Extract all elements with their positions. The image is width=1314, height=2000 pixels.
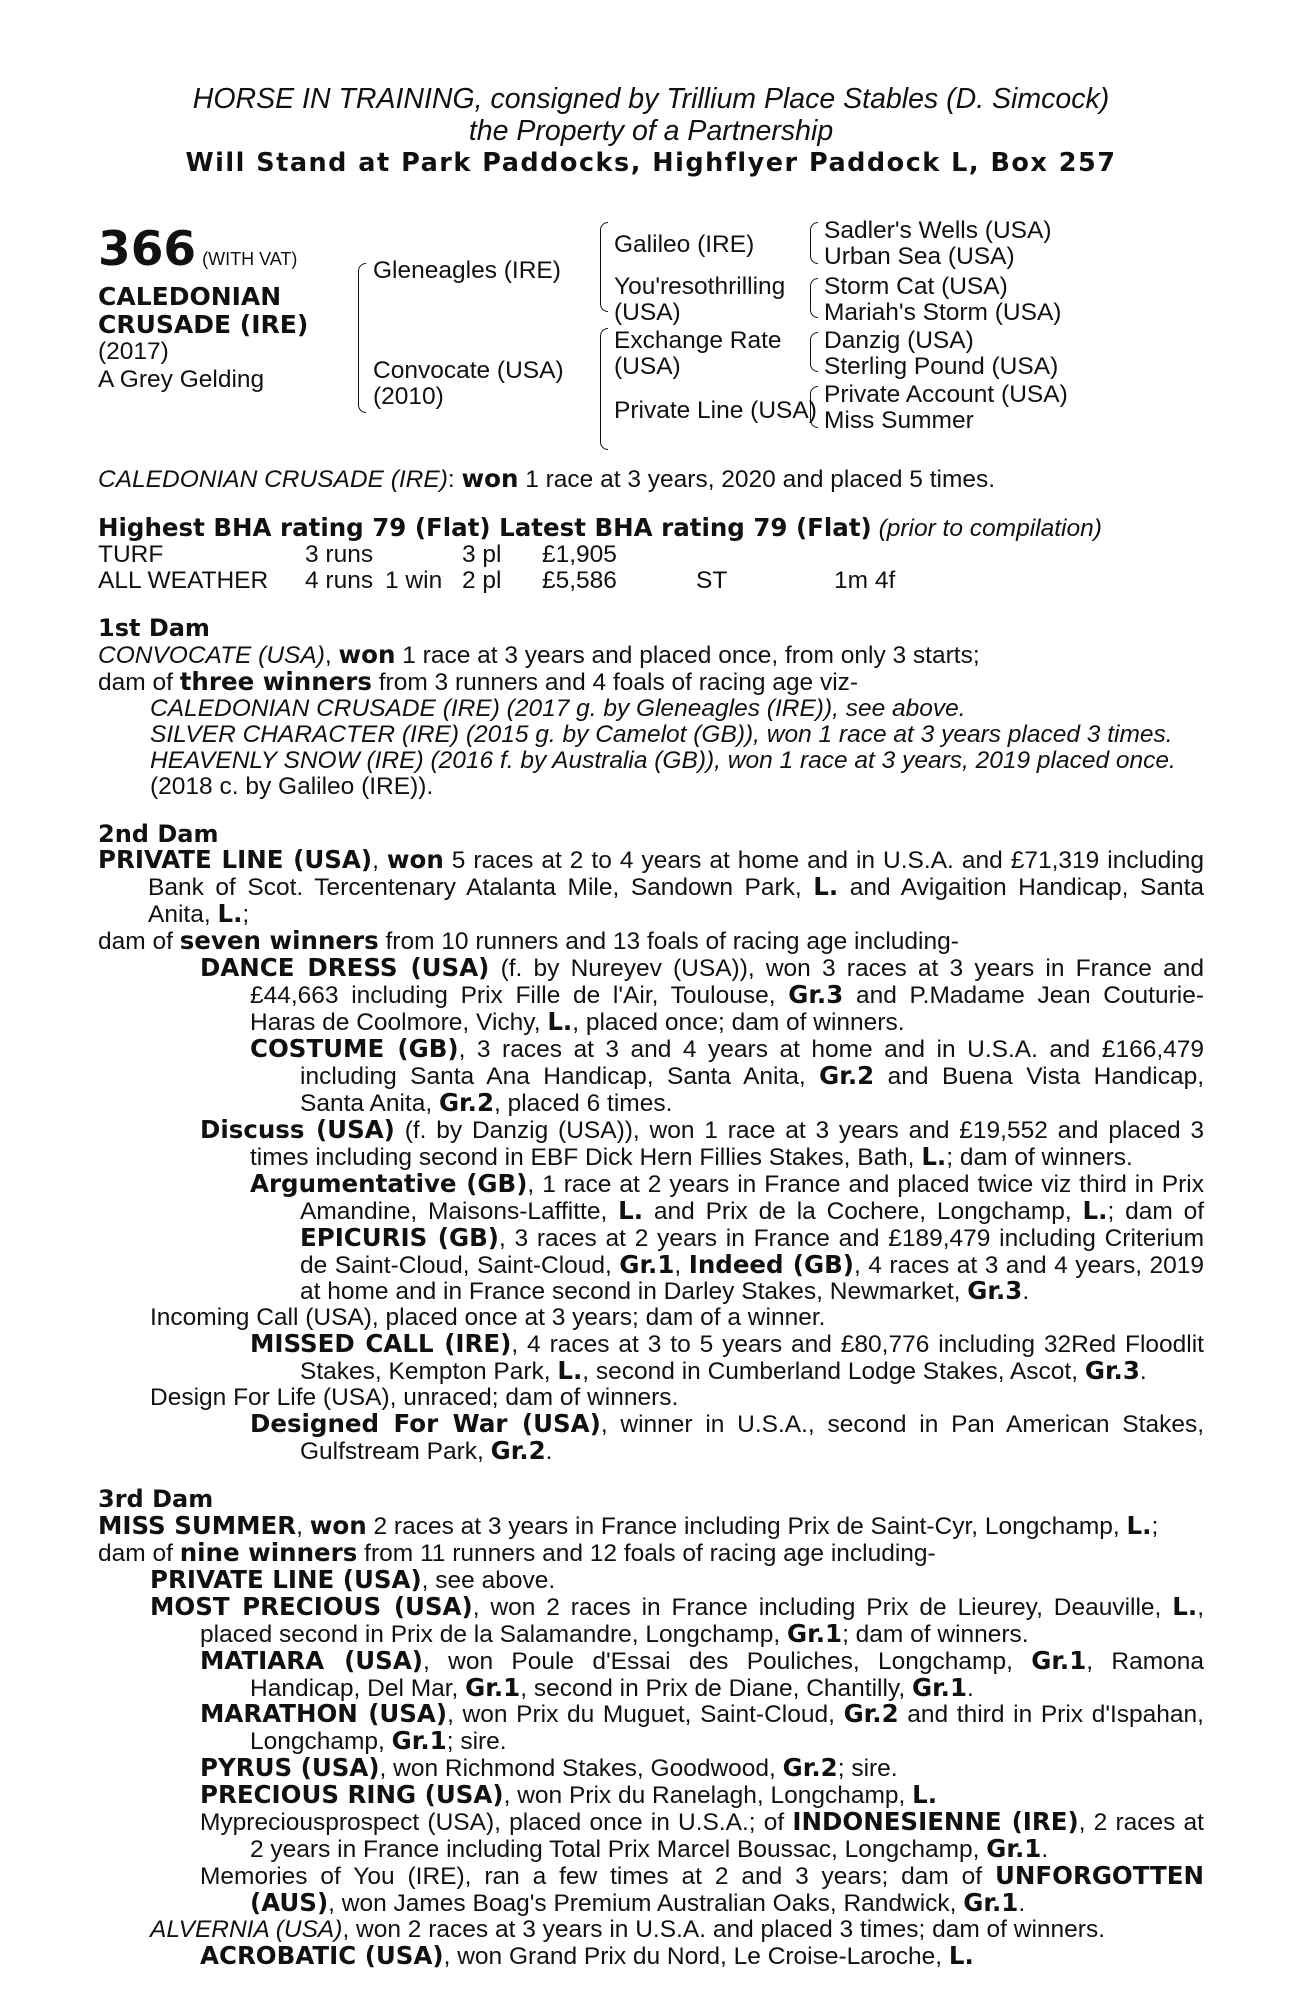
pedigree-sire-dam-line2: (USA) — [614, 299, 681, 327]
foal-name: MATIARA (USA) — [200, 1645, 423, 1675]
race-summary: CALEDONIAN CRUSADE (IRE): won 1 race at 3 years, 2020 and placed 5 times. — [98, 464, 996, 494]
pedigree-bracket — [810, 386, 818, 428]
list-item — [98, 1331, 1204, 1385]
first-dam-record: CONVOCATE (USA), won 1 race at 3 years and placed once, from only 3 starts; — [98, 639, 980, 669]
produce-text: from 3 runners and 4 foals of racing age viz- — [371, 668, 859, 696]
foal-record: , placed second in Prix de la Salamandre, Longchamp, — [200, 1593, 1204, 1648]
foal-record: . — [1018, 1890, 1026, 1918]
foal-record: (2015 g. by Camelot (GB)), won 1 race at 3 years placed 3 times. — [459, 720, 1173, 748]
foal-name: CALEDONIAN CRUSADE (IRE) — [150, 694, 500, 722]
winners-count: nine winners — [179, 1537, 358, 1567]
foal-name: ACROBATIC (USA) — [200, 1941, 444, 1971]
foal-record: , won Poule d'Essai des Pouliches, Longchamp, — [423, 1647, 1032, 1675]
list-item — [98, 1114, 1205, 1171]
summary-rest: 1 race at 3 years, 2020 and placed 5 times. — [518, 466, 996, 494]
horse-description: A Grey Gelding — [98, 365, 265, 393]
list-item — [98, 1033, 1205, 1117]
list-item — [98, 952, 1205, 1036]
group-badge: Gr.1 — [1031, 1645, 1087, 1675]
pedigree-sss: Sadler's Wells (USA) — [824, 217, 1052, 245]
listed-badge: L. — [921, 1141, 947, 1171]
foal-record: , 3 races at 3 and 4 years at home and in U.S.A. and £166,479 including Santa Ana Handicap, Santa Anita, — [300, 1035, 1205, 1090]
list-item — [98, 1943, 1204, 1970]
foal-record: ; sire. — [446, 1728, 507, 1756]
rating-text: Highest BHA rating 79 (Flat) Latest BHA rating 79 (Flat) — [98, 513, 872, 543]
foal-record: , 3 races at 2 years in France and £189,479 including Criterium de Saint-Cloud, Saint-Cloud, — [300, 1224, 1204, 1279]
foal-name: ALVERNIA (USA) — [150, 1916, 343, 1944]
list-item — [98, 1305, 1204, 1331]
consignor-line: HORSE IN TRAINING, consigned by Trillium Place Stables (D. Simcock) — [192, 83, 1110, 115]
pedigree-dam-sire-line2: (USA) — [614, 353, 681, 381]
group-badge: Gr.1 — [465, 1672, 521, 1702]
listed-badge: L. — [1126, 1510, 1152, 1540]
pedigree-bracket — [810, 278, 818, 318]
group-badge: Gr.1 — [986, 1834, 1042, 1864]
listed-badge: L. — [618, 1195, 644, 1225]
summary-won: won — [461, 464, 519, 494]
group-badge: Gr.3 — [788, 979, 844, 1009]
list-item — [98, 1645, 1205, 1702]
group-badge: Gr.2 — [782, 1753, 838, 1783]
dam-of: dam of — [98, 927, 180, 955]
foal-record: , won James Boag's Premium Australian Oaks, Randwick, — [328, 1890, 964, 1918]
pedigree-bracket — [810, 222, 818, 264]
foal-record: Design For Life (USA), unraced; dam of winners. — [150, 1384, 679, 1412]
pedigree-dam-sire-line1: Exchange Rate — [614, 327, 782, 355]
pedigree-sds: Storm Cat (USA) — [824, 273, 1008, 301]
dam-record-text: and Avigaition Handicap, Santa Anita, — [148, 873, 1204, 928]
foal-name: PRIVATE LINE (USA) — [150, 1564, 422, 1594]
foal-record: , placed once; dam of winners. — [572, 1008, 905, 1036]
produce-text: from 11 runners and 12 foals of racing age including- — [357, 1539, 936, 1567]
foal-record: and third in Prix d'Ispahan, Longchamp, — [250, 1701, 1204, 1756]
form-runs: 3 runs — [305, 541, 374, 569]
foal-record: and Prix de la Cochere, Longchamp, — [643, 1197, 1083, 1225]
group-badge: Gr.1 — [391, 1726, 447, 1756]
list-item — [98, 774, 1204, 800]
pedigree-dss: Danzig (USA) — [824, 327, 974, 355]
form-going: ST — [696, 567, 728, 595]
foal-name: INDONESIENNE (IRE) — [792, 1807, 1079, 1837]
catalogue-page — [98, 84, 1204, 1970]
pedigree-bracket — [358, 263, 366, 413]
second-dam-record: PRIVATE LINE (USA), won 5 races at 2 to 4 years at home and in U.S.A. and £71,319 including Bank of Scot. Tercentenary Atalanta Mile, Sandown Park, L. and Avigaition Handicap, Santa Anita, L.; — [98, 844, 1204, 928]
won-label: won — [338, 639, 396, 669]
winners-count: three winners — [179, 666, 372, 696]
pedigree-bracket — [600, 328, 608, 450]
won-label: won — [386, 844, 444, 874]
pedigree-dam-line2: (2010) — [373, 383, 444, 411]
group-badge: Gr.1 — [619, 1249, 675, 1279]
form-runs: 4 runs — [305, 567, 374, 595]
list-item — [98, 1411, 1204, 1465]
foal-record: , won Grand Prix du Nord, Le Croise-Laroche, — [443, 1943, 949, 1971]
foal-record: (2016 f. by Australia (GB)), won 1 race at 3 years, 2019 placed once. — [423, 746, 1176, 774]
foal-record: and P.Madame Jean Couturie-Haras de Coolmore, Vichy, — [250, 981, 1204, 1036]
produce-text: from 10 runners and 13 foals of racing age including- — [378, 927, 959, 955]
foal-record: . — [545, 1438, 553, 1466]
foal-record: Memories of You (IRE), ran a few times at 2 and 3 years; dam of — [200, 1863, 995, 1891]
first-dam-heading: 1st Dam — [98, 614, 210, 643]
group-badge: Gr.2 — [819, 1060, 875, 1090]
foal-name: COSTUME (GB) — [250, 1033, 459, 1063]
listed-badge: L. — [1082, 1195, 1108, 1225]
form-surface: ALL WEATHER — [98, 567, 269, 595]
foal-record: , see above. — [421, 1566, 556, 1594]
dam-name: CONVOCATE (USA) — [98, 641, 325, 669]
pedigree-bracket — [810, 332, 818, 372]
horse-name-line1: CALEDONIAN — [98, 282, 282, 312]
foal-record: ; dam of winners. — [946, 1143, 1133, 1171]
list-item — [98, 1385, 1204, 1411]
group-badge: Gr.2 — [438, 1087, 494, 1117]
dam-record-text: ; — [242, 900, 250, 928]
group-badge: Gr.1 — [787, 1618, 843, 1648]
foal-record: , won Richmond Stakes, Goodwood, — [379, 1755, 783, 1783]
dam-record-text: 2 races at 3 years in France including Prix de Saint-Cyr, Longchamp, — [366, 1512, 1127, 1540]
first-dam-produce — [98, 666, 1204, 696]
foal-name: SILVER CHARACTER (IRE) — [150, 720, 460, 748]
third-dam-produce — [98, 1537, 1204, 1567]
foal-name: Argumentative (GB) — [250, 1168, 528, 1198]
third-dam-record: MISS SUMMER, won 2 races at 3 years in France including Prix de Saint-Cyr, Longchamp, L.; — [98, 1510, 1159, 1540]
foal-name: Designed For War (USA) — [250, 1409, 601, 1439]
dam-name: MISS SUMMER — [98, 1510, 297, 1540]
form-going — [696, 542, 834, 568]
pedigree-dds: Private Account (USA) — [824, 381, 1068, 409]
foal-name: MISSED CALL (IRE) — [250, 1329, 512, 1359]
form-placed: 3 pl — [462, 541, 502, 569]
foal-record: (f. by Danzig (USA)), won 1 race at 3 years and £19,552 and placed 3 times including second in EBF Dick Hern Fillies Stakes, Bath, — [250, 1116, 1205, 1171]
dam-of: dam of — [98, 668, 180, 696]
list-item — [98, 722, 1204, 748]
form-wins — [385, 542, 462, 568]
pedigree-block — [98, 218, 1204, 464]
foal-record: , — [674, 1251, 689, 1279]
foaling-year: (2017) — [98, 338, 169, 366]
winners-count: seven winners — [179, 925, 379, 955]
group-badge: Gr.2 — [490, 1436, 546, 1466]
pedigree-ssd: Urban Sea (USA) — [824, 243, 1015, 271]
list-item — [98, 1591, 1204, 1648]
foal-name: PYRUS (USA) — [200, 1753, 380, 1783]
foal-record: . — [1139, 1358, 1147, 1386]
form-distance — [834, 542, 895, 568]
listed-badge: L. — [547, 1006, 573, 1036]
foal-record: , 4 races at 3 to 5 years and £80,776 including 32Red Floodlit Stakes, Kempton Park, — [300, 1331, 1204, 1386]
foal-name: Indeed (GB) — [688, 1249, 854, 1279]
second-dam-produce — [98, 925, 1204, 955]
list-item — [98, 1701, 1204, 1755]
property-line: the Property of a Partnership — [468, 114, 834, 147]
foal-record: ; dam of — [1107, 1197, 1205, 1225]
foal-record: (2017 g. by Gleneagles (IRE)), see above. — [499, 694, 966, 722]
foal-record: , Ramona Handicap, Del Mar, — [250, 1647, 1205, 1702]
foal-record: . — [1041, 1836, 1049, 1864]
listed-badge: L. — [948, 1941, 974, 1971]
dam-name: PRIVATE LINE (USA) — [98, 844, 373, 874]
foal-name: PRECIOUS RING (USA) — [200, 1780, 504, 1810]
pedigree-sire-sire: Galileo (IRE) — [614, 231, 755, 259]
list-item — [98, 1782, 1204, 1809]
form-money: £1,905 — [542, 541, 617, 569]
pedigree-dam-line1: Convocate (USA) — [373, 357, 564, 385]
pedigree-sdd: Mariah's Storm (USA) — [824, 299, 1062, 327]
lot-info — [98, 222, 309, 393]
group-badge: Gr.3 — [967, 1276, 1023, 1306]
list-item — [98, 1168, 1205, 1306]
listed-badge: L. — [557, 1356, 583, 1386]
group-badge: Gr.2 — [843, 1699, 899, 1729]
foal-record: . — [967, 1674, 974, 1702]
pedigree-dam-dam: Private Line (USA) — [614, 397, 817, 425]
pedigree-ddd: Miss Summer — [824, 407, 974, 435]
pedigree-sire-dam-line1: You'resothrilling — [614, 273, 786, 301]
list-item — [98, 748, 1204, 774]
foal-record: (2018 c. by Galileo (IRE)). — [150, 772, 434, 800]
foal-record: ; dam of winners. — [842, 1620, 1029, 1648]
form-money: £5,586 — [542, 567, 617, 595]
list-item — [98, 1863, 1204, 1917]
table-row — [98, 542, 895, 568]
list-item — [98, 1809, 1204, 1863]
foal-record: (f. by Nureyev (USA)), won 3 races at 3 years in France and £44,663 including Prix Fille de l'Air, Toulouse, — [250, 954, 1205, 1009]
listed-badge: L. — [813, 871, 839, 901]
pedigree-bracket — [600, 222, 608, 312]
dam-record-text: ; — [1151, 1512, 1159, 1540]
dam-record-text: 1 race at 3 years and placed once, from only 3 starts; — [395, 641, 980, 669]
lot-number: 366 — [98, 222, 197, 278]
foal-record: , won Prix du Muguet, Saint-Cloud, — [447, 1701, 844, 1729]
form-placed: 2 pl — [462, 567, 502, 595]
foal-record: and Buena Vista Handicap, Santa Anita, — [300, 1062, 1204, 1117]
foal-name: MOST PRECIOUS (USA) — [150, 1591, 473, 1621]
form-distance: 1m 4f — [834, 567, 896, 595]
list-item — [98, 696, 1204, 722]
pedigree-dsd: Sterling Pound (USA) — [824, 353, 1059, 381]
listed-badge: L. — [912, 1780, 938, 1810]
list-item — [98, 1564, 1204, 1594]
foal-record: Mypreciousprospect (USA), placed once in U.S.A.; of — [200, 1809, 793, 1837]
summary-horse-name: CALEDONIAN CRUSADE (IRE) — [98, 466, 448, 494]
foal-record: , placed 6 times. — [494, 1089, 673, 1117]
foal-name: HEAVENLY SNOW (IRE) — [150, 746, 424, 774]
listed-badge: L. — [217, 898, 243, 928]
foal-record: . — [1022, 1278, 1030, 1306]
foal-name: DANCE DRESS (USA) — [200, 952, 490, 982]
foal-record: ; sire. — [837, 1755, 898, 1783]
foal-record: , 4 races at 3 and 4 years, 2019 at home and in France second in Darley Stakes, Newmarket, — [300, 1251, 1204, 1306]
third-dam-heading: 3rd Dam — [98, 1485, 214, 1514]
dam-record-text: 5 races at 2 to 4 years at home and in U.S.A. and £71,319 including Bank of Scot. Tercentenary Atalanta Mile, Sandown Park, — [148, 846, 1204, 901]
dam-of: dam of — [98, 1539, 180, 1567]
foal-name: MARATHON (USA) — [200, 1699, 448, 1729]
foal-name: Discuss (USA) — [200, 1114, 395, 1144]
pedigree-sire: Gleneagles (IRE) — [373, 257, 561, 285]
bha-rating — [98, 515, 1204, 542]
table-row — [98, 568, 895, 594]
foal-name: UNFORGOTTEN (AUS) — [250, 1861, 1204, 1918]
foal-record: , 2 races at 2 years in France including Total Prix Marcel Boussac, Longchamp, — [250, 1809, 1204, 1864]
form-table — [98, 542, 895, 594]
horse-name-line2: CRUSADE (IRE) — [98, 309, 309, 339]
foal-record: , second in Cumberland Lodge Stakes, Ascot, — [582, 1358, 1085, 1386]
foal-record: , 1 race at 2 years in France and placed twice viz third in Prix Amandine, Maisons-Laffitte, — [300, 1170, 1205, 1225]
foal-name: EPICURIS (GB) — [300, 1222, 499, 1252]
foal-record: , won 2 races in France including Prix de Lieurey, Deauville, — [472, 1593, 1173, 1621]
foal-record: , winner in U.S.A., second in Pan American Stakes, Gulfstream Park, — [300, 1411, 1205, 1466]
foal-record: Incoming Call (USA), placed once at 3 years; dam of a winner. — [150, 1304, 826, 1332]
group-badge: Gr.1 — [911, 1672, 968, 1702]
form-surface: TURF — [98, 541, 164, 569]
foal-record: , won Prix du Ranelagh, Longchamp, — [503, 1782, 913, 1810]
group-badge: Gr.3 — [1084, 1356, 1140, 1386]
stable-location-line: Will Stand at Park Paddocks, Highflyer Paddock L, Box 257 — [185, 147, 1117, 178]
won-label: won — [309, 1510, 367, 1540]
second-dam-heading: 2nd Dam — [98, 819, 219, 848]
rating-note: (prior to compilation) — [878, 515, 1102, 543]
listed-badge: L. — [1172, 1591, 1198, 1621]
foal-record: , won 2 races at 3 years in U.S.A. and placed 3 times; dam of winners. — [342, 1916, 1106, 1944]
list-item — [98, 1755, 1204, 1782]
form-wins: 1 win — [385, 567, 443, 595]
foal-record: , second in Prix de Diane, Chantilly, — [520, 1674, 912, 1702]
group-badge: Gr.1 — [963, 1888, 1019, 1918]
list-item — [98, 1917, 1204, 1943]
vat-note: (WITH VAT) — [202, 249, 298, 270]
